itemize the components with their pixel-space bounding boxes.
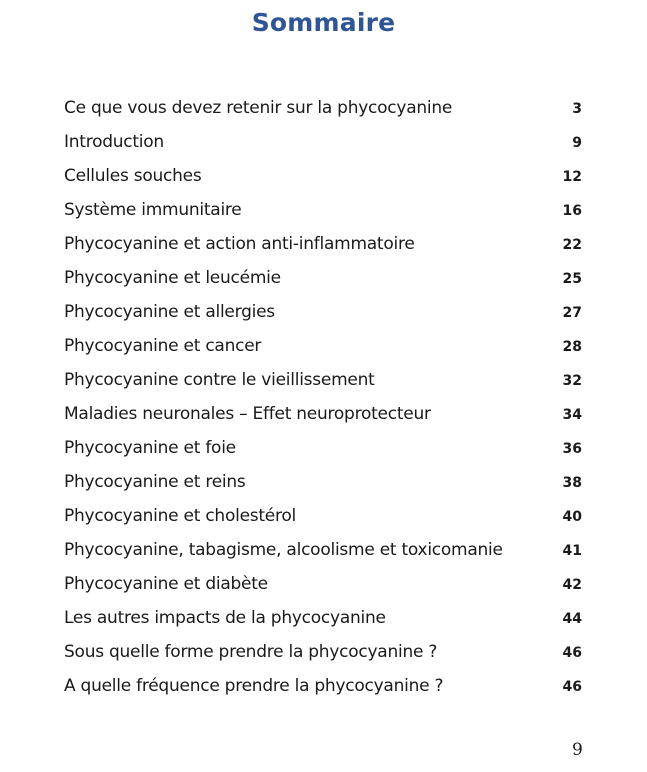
toc-entry-page: 27 — [562, 305, 582, 321]
toc-entry[interactable] — [64, 268, 582, 302]
toc-entry-label: Phycocyanine et cancer — [64, 336, 262, 356]
toc-entry-page: 38 — [562, 475, 582, 491]
toc-entry-label: Phycocyanine et foie — [64, 438, 236, 458]
toc-entry[interactable] — [64, 608, 582, 642]
toc-entry[interactable] — [64, 234, 582, 268]
toc-entry-page: 9 — [572, 135, 582, 151]
toc-entry-label: Phycocyanine et leucémie — [64, 268, 281, 288]
toc-entry[interactable] — [64, 166, 582, 200]
toc-entry-page: 46 — [562, 645, 582, 661]
toc-entry[interactable] — [64, 506, 582, 540]
toc-entry-label: Phycocyanine et reins — [64, 472, 246, 492]
toc-entry[interactable] — [64, 132, 582, 166]
toc-entry-label: Phycocyanine et cholestérol — [64, 506, 296, 526]
toc-entry[interactable] — [64, 642, 582, 676]
toc-entry-label: Cellules souches — [64, 166, 202, 186]
toc-entry-page: 44 — [562, 611, 582, 627]
toc-entry-label: Phycocyanine et allergies — [64, 302, 275, 322]
toc-entry[interactable] — [64, 472, 582, 506]
table-of-contents — [64, 98, 582, 710]
toc-entry-page: 25 — [562, 271, 582, 287]
page-title: Sommaire — [251, 8, 396, 37]
toc-entry-page: 41 — [562, 543, 582, 559]
toc-entry-label: Phycocyanine, tabagisme, alcoolisme et toxicomanie — [64, 540, 503, 560]
toc-entry-page: 28 — [562, 339, 582, 355]
toc-entry[interactable] — [64, 302, 582, 336]
toc-entry-label: Ce que vous devez retenir sur la phycocyanine — [64, 98, 453, 118]
toc-entry-page: 36 — [562, 441, 582, 457]
toc-entry[interactable] — [64, 540, 582, 574]
toc-entry-page: 34 — [562, 407, 582, 423]
toc-entry[interactable] — [64, 574, 582, 608]
toc-entry-page: 32 — [562, 373, 582, 389]
toc-entry-label: Phycocyanine contre le vieillissement — [64, 370, 375, 390]
toc-entry[interactable] — [64, 200, 582, 234]
toc-entry-page: 40 — [562, 509, 582, 525]
toc-entry[interactable] — [64, 336, 582, 370]
toc-entry-page: 16 — [562, 203, 582, 219]
toc-entry-page: 3 — [572, 101, 582, 117]
toc-entry-label: Phycocyanine et action anti-inflammatoire — [64, 234, 415, 254]
toc-entry-label: Système immunitaire — [64, 200, 242, 220]
toc-entry-label: Introduction — [64, 132, 164, 152]
page-number: 9 — [572, 740, 583, 760]
toc-entry[interactable] — [64, 404, 582, 438]
toc-entry[interactable] — [64, 370, 582, 404]
toc-entry-label: A quelle fréquence prendre la phycocyanine ? — [64, 676, 444, 696]
toc-entry-page: 46 — [562, 679, 582, 695]
toc-entry-label: Sous quelle forme prendre la phycocyanine ? — [64, 642, 438, 662]
toc-entry[interactable] — [64, 676, 582, 710]
toc-entry[interactable] — [64, 438, 582, 472]
toc-entry-page: 42 — [562, 577, 582, 593]
toc-entry[interactable] — [64, 98, 582, 132]
toc-entry-label: Maladies neuronales – Effet neuroprotecteur — [64, 404, 431, 424]
toc-entry-label: Phycocyanine et diabète — [64, 574, 268, 594]
toc-entry-label: Les autres impacts de la phycocyanine — [64, 608, 386, 628]
toc-entry-page: 22 — [562, 237, 582, 253]
toc-entry-page: 12 — [562, 169, 582, 185]
